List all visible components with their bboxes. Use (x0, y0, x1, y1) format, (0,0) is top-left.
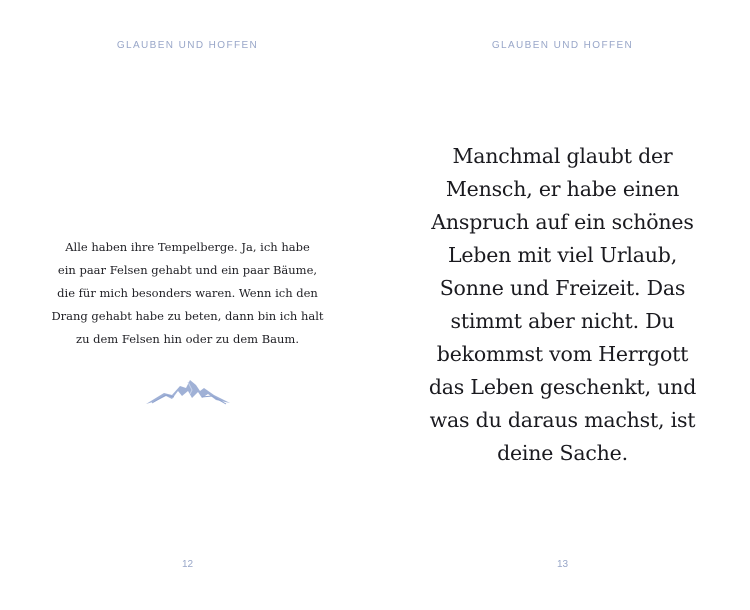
text-line: ein paar Felsen gehabt und ein paar Bäume, (57, 263, 318, 277)
page-number-right: 13 (556, 559, 569, 570)
quote-line: was du daraus machst, ist (429, 408, 696, 432)
text-line: Alle haben ihre Tempelberge. Ja, ich habe (65, 240, 310, 254)
quote-line: deine Sache. (497, 441, 628, 465)
quote-line: stimmt aber nicht. Du (450, 309, 675, 333)
quote-line: Sonne und Freizeit. Das (439, 276, 686, 300)
pull-quote (375, 140, 750, 470)
quote-line: das Leben geschenkt, und (428, 375, 697, 399)
right-page (375, 0, 750, 610)
quote-line: Leben mit viel Urlaub, (447, 243, 678, 267)
left-page-text (0, 236, 375, 351)
mountain-icon (142, 374, 232, 408)
text-line: Drang gehabt habe zu beten, dann bin ich halt (51, 309, 324, 323)
running-head-right: GLAUBEN UND HOFFEN (491, 40, 634, 51)
quote-line: bekommst vom Herrgott (436, 342, 689, 366)
page-number-left: 12 (181, 559, 194, 570)
text-line: die für mich besonders waren. Wenn ich den (57, 286, 318, 300)
quote-line: Mensch, er habe einen (445, 177, 680, 201)
quote-line: Anspruch auf ein schönes (431, 210, 694, 234)
running-head-left: GLAUBEN UND HOFFEN (116, 40, 259, 51)
quote-line: Manchmal glaubt der (452, 144, 673, 168)
text-line: zu dem Felsen hin oder zu dem Baum. (76, 332, 299, 346)
